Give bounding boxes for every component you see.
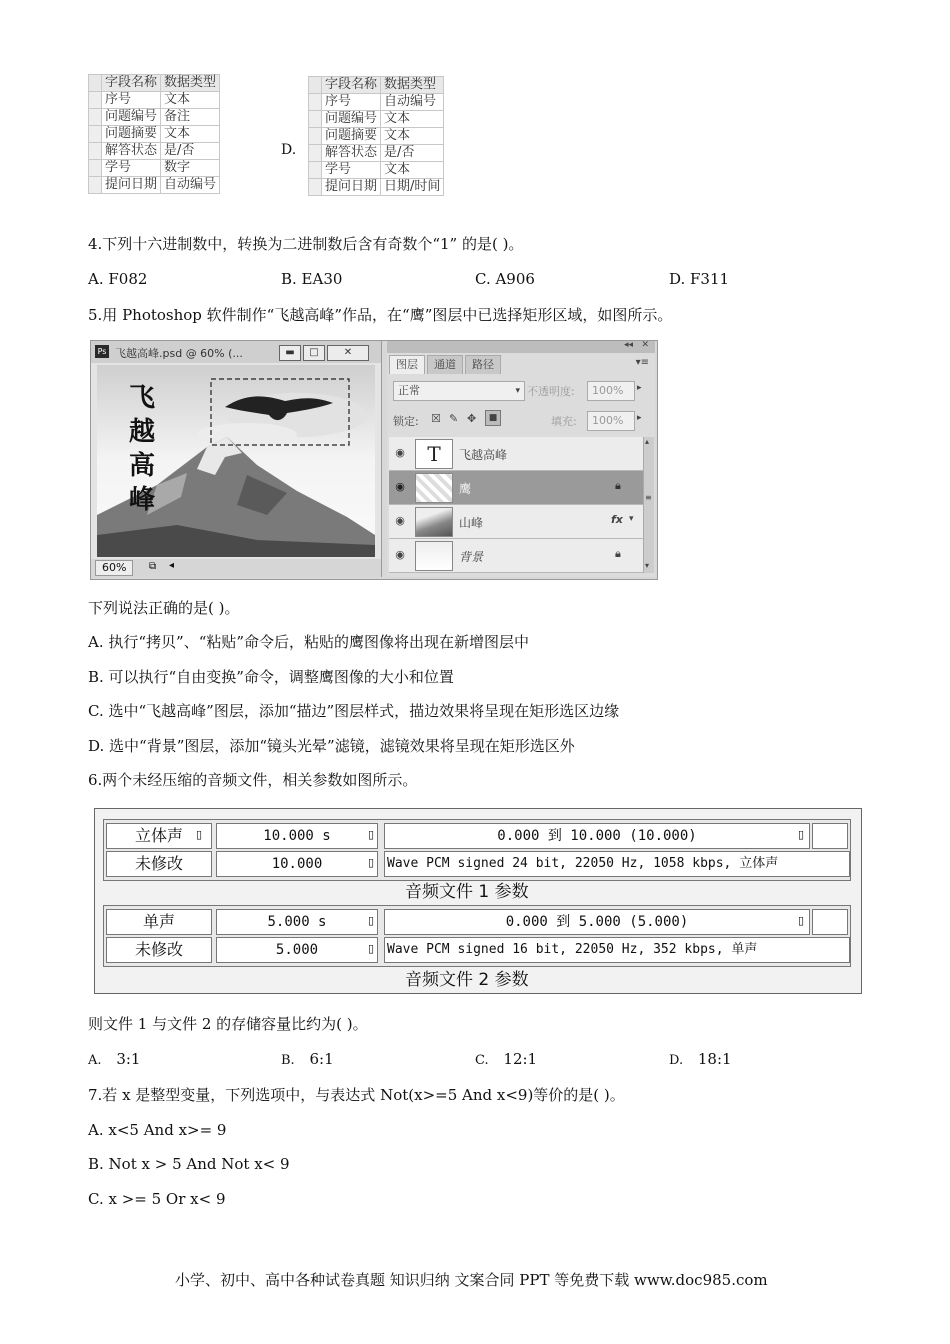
q6-option-c <box>475 1050 537 1068</box>
table-header-cell: 字段名称 <box>322 77 381 94</box>
document-statusbar <box>91 559 381 577</box>
option-value: 3:1 <box>116 1050 141 1068</box>
scroll-up-icon[interactable]: ▴ <box>645 437 650 446</box>
lock-icon: 🔒︎ <box>615 479 621 492</box>
lock-label: 锁定: <box>393 415 419 428</box>
state-field: 未修改 <box>106 937 212 963</box>
q5-option-c: C. 选中“飞越高峰”图层，添加“描边”图层样式，描边效果将呈现在矩形选区边缘 <box>88 702 620 720</box>
calligraphy-char: 越 <box>129 417 156 447</box>
lock-brush-icon[interactable]: ✎ <box>449 412 459 425</box>
table-cell: 序号 <box>322 94 381 111</box>
spin-icon[interactable]: ▯ <box>798 914 805 927</box>
photoshop-screenshot <box>90 340 658 580</box>
layer-list <box>387 437 655 577</box>
spin-icon[interactable]: ▯ <box>798 828 805 841</box>
table-cell: 数字 <box>161 160 220 177</box>
table-cell: 文本 <box>381 128 444 145</box>
calligraphy-char: 飞 <box>129 383 156 413</box>
lock-icon: 🔒︎ <box>615 547 621 560</box>
zoom-field[interactable]: 60% <box>95 560 133 576</box>
scroll-down-icon[interactable]: ▾ <box>645 561 650 570</box>
panel-close-icon[interactable]: ✕ <box>641 340 649 350</box>
format-field: Wave PCM signed 24 bit, 22050 Hz, 1058 kbps, 立体声 <box>384 851 850 877</box>
ps-app-icon: Ps <box>95 345 109 358</box>
canvas-calligraphy <box>129 381 155 517</box>
q4-stem: 4.下列十六进制数中，转换为二进制数后含有奇数个“1” 的是( )。 <box>88 235 524 253</box>
minimize-icon[interactable]: ▬ <box>279 345 301 361</box>
spin-icon[interactable]: ▯ <box>196 828 203 841</box>
field-table-d <box>308 76 444 196</box>
spin-icon[interactable]: ▯ <box>368 828 375 841</box>
q5-stem: 5.用 Photoshop 软件制作“飞越高峰”作品，在“鹰”图层中已选择矩形区域，如图所示。 <box>88 306 673 324</box>
q7-option-a: A. x<5 And x>= 9 <box>88 1121 227 1139</box>
eagle-layer-thumb <box>415 473 453 503</box>
document-title: 飞越高峰.psd @ 60% (... <box>115 347 243 360</box>
lock-move-icon[interactable]: ✥ <box>467 412 477 425</box>
layer-row[interactable] <box>389 505 643 539</box>
opacity-slider-icon[interactable]: ▸ <box>637 383 642 393</box>
chevron-down-icon[interactable]: ▾ <box>629 514 634 524</box>
maximize-icon[interactable]: □ <box>303 345 325 361</box>
spin-icon[interactable]: ▯ <box>368 942 375 955</box>
option-d-letter: D. <box>281 142 297 158</box>
blank-field <box>812 823 848 849</box>
lock-all-icon[interactable]: ■ <box>485 410 501 426</box>
collapse-icon[interactable]: ◂◂ <box>623 340 633 350</box>
text-layer-thumb: T <box>415 439 453 469</box>
tab-paths[interactable]: 路径 <box>465 355 501 374</box>
audio-file2-caption: 音频文件 2 参数 <box>405 970 529 990</box>
table-cell: 自动编号 <box>381 94 444 111</box>
layer-row[interactable] <box>389 539 643 573</box>
duration-field: 10.000 s <box>216 823 378 849</box>
layer-row-selected[interactable] <box>389 471 643 505</box>
fx-icon[interactable]: fx <box>611 513 623 526</box>
layer-name: 飞越高峰 <box>459 448 508 462</box>
table-cell: 解答状态 <box>322 145 381 162</box>
q4-option-d: D. F311 <box>669 270 730 288</box>
blend-mode-value: 正常 <box>398 384 420 397</box>
blank-field <box>812 909 848 935</box>
layer-name: 背景 <box>459 550 484 564</box>
table-cell: 问题摘要 <box>102 126 161 143</box>
layer-name: 鹰 <box>459 482 472 496</box>
value-field: 10.000 <box>216 851 378 877</box>
opacity-input[interactable]: 100% <box>587 381 635 401</box>
option-letter: C. <box>475 1053 489 1068</box>
eye-icon[interactable]: ◉ <box>395 514 405 527</box>
value-field: 5.000 <box>216 937 378 963</box>
field-table-c <box>88 74 220 194</box>
q5-option-a: A. 执行“拷贝”、“粘贴”命令后，粘贴的鹰图像将出现在新增图层中 <box>88 633 530 651</box>
image-canvas <box>97 365 375 557</box>
scroll-grip-icon[interactable]: ≡ <box>645 493 652 502</box>
channel-field: 单声 <box>106 909 212 935</box>
tab-layers[interactable]: 图层 <box>389 355 425 374</box>
q7-option-c: C. x >= 5 Or x< 9 <box>88 1190 226 1208</box>
spin-icon[interactable]: ▯ <box>368 856 375 869</box>
opacity-label: 不透明度: <box>527 385 575 398</box>
eye-icon[interactable]: ◉ <box>395 446 405 459</box>
layers-panel <box>387 341 655 577</box>
table-cell: 问题摘要 <box>322 128 381 145</box>
mountain-layer-thumb <box>415 507 453 537</box>
table-cell: 文本 <box>381 111 444 128</box>
table-cell: 是/否 <box>381 145 444 162</box>
option-value: 18:1 <box>697 1050 732 1068</box>
channel-field: 立体声 <box>106 823 212 849</box>
q7-stem: 7.若 x 是整型变量，下列选项中，与表达式 Not(x>=5 And x<9)等价的是( )。 <box>88 1086 625 1104</box>
table-cell: 解答状态 <box>102 143 161 160</box>
calligraphy-char: 高 <box>129 451 156 481</box>
table-cell: 序号 <box>102 92 161 109</box>
table-header-cell: 字段名称 <box>102 75 161 92</box>
q5-option-d: D. 选中“背景”图层，添加“镜头光晕”滤镜，滤镜效果将呈现在矩形选区外 <box>88 737 575 755</box>
table-cell: 学号 <box>102 160 161 177</box>
table-header-cell: 数据类型 <box>161 75 220 92</box>
panel-header <box>387 341 655 353</box>
q6-question: 则文件 1 与文件 2 的存储容量比约为( )。 <box>88 1015 368 1033</box>
table-cell: 问题编号 <box>102 109 161 126</box>
document-titlebar <box>91 341 381 363</box>
q5-question: 下列说法正确的是( )。 <box>88 599 240 617</box>
table-cell: 备注 <box>161 109 220 126</box>
table-cell: 学号 <box>322 162 381 179</box>
audio-file1-caption: 音频文件 1 参数 <box>405 882 529 902</box>
q7-option-b: B. Not x > 5 And Not x< 9 <box>88 1155 290 1173</box>
option-value: 12:1 <box>503 1050 538 1068</box>
q4-option-c: C. A906 <box>475 270 535 288</box>
option-letter: D. <box>669 1053 684 1068</box>
q4-option-a: A. F082 <box>88 270 148 288</box>
page-footer: 小学、初中、高中各种试卷真题 知识归纳 文案合同 PPT 等免费下载 www.doc985.com <box>175 1271 768 1289</box>
range-field: 0.000 到 10.000 (10.000) <box>384 823 810 849</box>
background-layer-thumb <box>415 541 453 571</box>
q6-stem: 6.两个未经压缩的音频文件，相关参数如图所示。 <box>88 771 418 789</box>
table-cell: 问题编号 <box>322 111 381 128</box>
table-cell: 文本 <box>161 126 220 143</box>
chevron-down-icon: ▾ <box>515 386 520 396</box>
q6-option-d <box>669 1050 732 1068</box>
table-cell: 自动编号 <box>161 177 220 194</box>
option-letter: A. <box>88 1053 102 1068</box>
scroll-left-icon[interactable]: ◂ <box>169 560 175 571</box>
layer-scrollbar[interactable] <box>643 437 654 573</box>
option-value: 6:1 <box>309 1050 334 1068</box>
layer-row[interactable] <box>389 437 643 471</box>
spin-icon[interactable]: ▯ <box>368 914 375 927</box>
eye-icon[interactable]: ◉ <box>395 480 405 493</box>
tab-channels[interactable]: 通道 <box>427 355 463 374</box>
layer-name: 山峰 <box>459 516 484 530</box>
table-cell: 文本 <box>161 92 220 109</box>
audio-file2-panel <box>103 905 851 967</box>
table-header-cell: 数据类型 <box>381 77 444 94</box>
table-cell: 提问日期 <box>322 179 381 196</box>
table-cell: 提问日期 <box>102 177 161 194</box>
status-menu-icon[interactable]: ⧉ <box>149 561 157 572</box>
duration-field: 5.000 s <box>216 909 378 935</box>
q6-option-b <box>281 1050 334 1068</box>
blend-mode-select[interactable] <box>393 381 525 401</box>
option-letter: B. <box>281 1053 295 1068</box>
fill-input[interactable]: 100% <box>587 411 635 431</box>
range-field: 0.000 到 5.000 (5.000) <box>384 909 810 935</box>
q4-option-b: B. EA30 <box>281 270 343 288</box>
document-window <box>91 341 382 577</box>
table-cell: 文本 <box>381 162 444 179</box>
q5-option-b: B. 可以执行“自由变换”命令，调整鹰图像的大小和位置 <box>88 668 454 686</box>
audio-file1-panel <box>103 819 851 881</box>
eye-icon[interactable]: ◉ <box>395 548 405 561</box>
lock-transparency-icon[interactable]: ☒ <box>431 412 441 425</box>
calligraphy-char: 峰 <box>129 485 156 515</box>
fill-slider-icon[interactable]: ▸ <box>637 413 642 423</box>
table-cell: 是/否 <box>161 143 220 160</box>
fill-label: 填充: <box>551 415 577 428</box>
format-field: Wave PCM signed 16 bit, 22050 Hz, 352 kbps, 单声 <box>384 937 850 963</box>
q6-option-a <box>88 1050 140 1068</box>
panel-menu-icon[interactable]: ▾≡ <box>635 357 649 368</box>
state-field: 未修改 <box>106 851 212 877</box>
audio-params-figure <box>94 808 862 994</box>
close-icon[interactable]: ✕ <box>327 345 369 361</box>
table-cell: 日期/时间 <box>381 179 444 196</box>
